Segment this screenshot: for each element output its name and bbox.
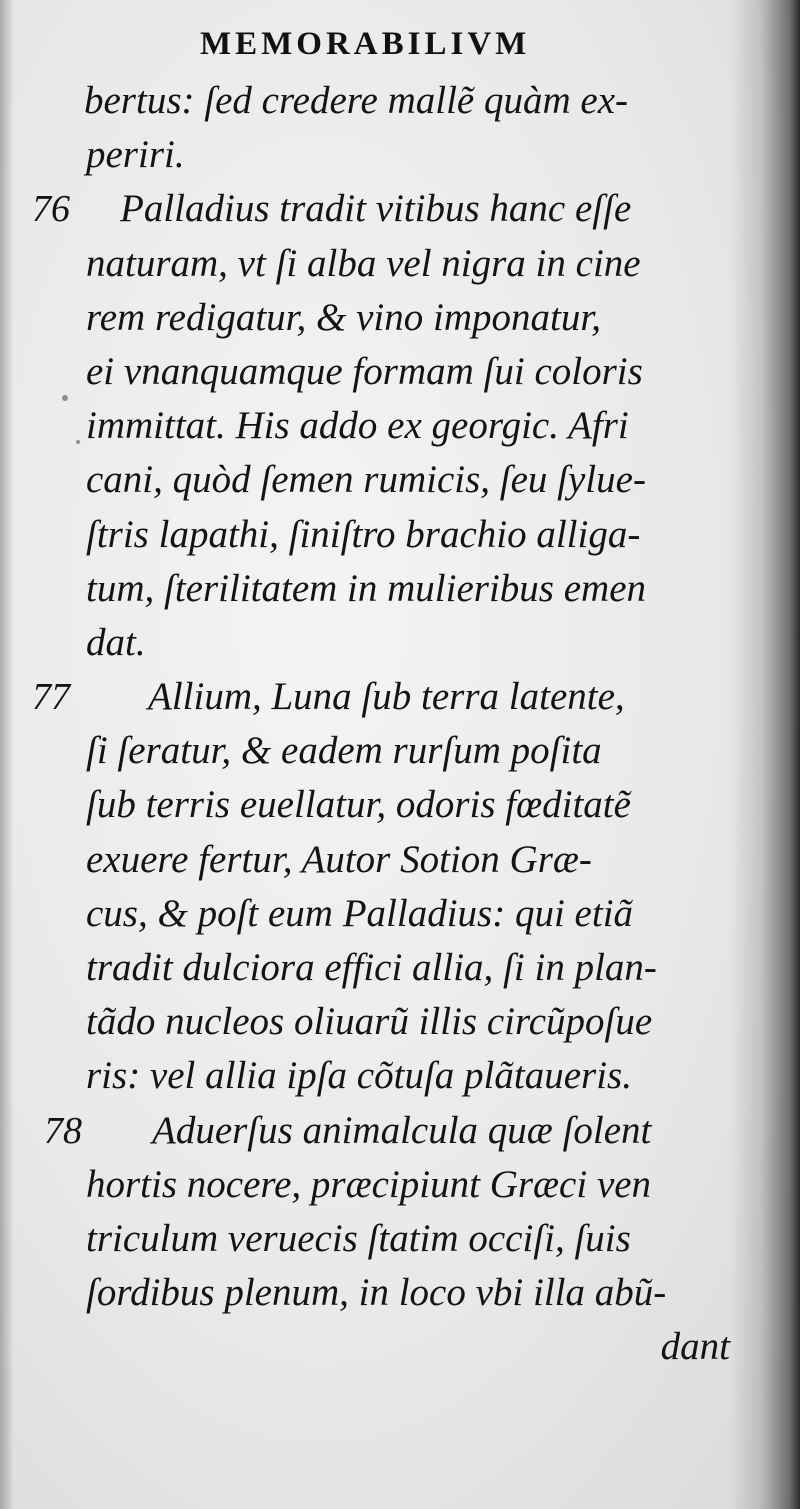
line-text: Palladius tradit vitibus hanc eſſe <box>120 187 632 231</box>
text-line <box>0 237 760 291</box>
text-line <box>0 291 760 345</box>
line-text: Allium, Luna ſub terra latente, <box>148 675 625 719</box>
line-text: naturam, vt ſi alba vel nigra in cine <box>86 241 641 285</box>
text-line <box>0 345 760 399</box>
text-line <box>0 1212 760 1266</box>
text-line <box>0 1049 760 1103</box>
line-text: triculum veruecis ſtatim occiſi, ſuis <box>86 1216 631 1260</box>
line-text: ſordibus plenum, in loco vbi illa abũ- <box>86 1271 667 1315</box>
text-line <box>0 833 760 887</box>
text-line <box>0 399 760 453</box>
section-number: 78 <box>44 1109 82 1152</box>
line-text: periri. <box>86 133 185 177</box>
line-text: ris: vel allia ipſa cõtuſa plãtaueris. <box>86 1054 632 1098</box>
line-text: rem redigatur, & vino imponatur, <box>86 295 601 339</box>
line-text: ſtris lapathi, ſiniſtro brachio alliga- <box>86 512 641 556</box>
text-line <box>0 670 760 724</box>
line-text: ſi ſeratur, & eadem rurſum poſita <box>86 729 602 773</box>
text-line <box>0 778 760 832</box>
text-line <box>0 616 760 670</box>
line-text: ei vnanquamque formam ſui coloris <box>86 349 643 393</box>
text-line <box>0 724 760 778</box>
text-line <box>0 995 760 1049</box>
line-text: dant <box>660 1325 730 1369</box>
line-text: Aduerſus animalcula quæ ſolent <box>152 1108 652 1152</box>
text-line <box>0 1158 760 1212</box>
line-text: tãdo nucleos oliuarũ illis circũpoſue <box>86 1000 653 1044</box>
text-line <box>0 562 760 616</box>
text-line <box>0 508 760 562</box>
text-line <box>0 941 760 995</box>
line-text: dat. <box>86 620 146 664</box>
line-text: immittat. His addo ex georgic. Afri <box>86 404 629 448</box>
line-text: hortis nocere, præcipiunt Græci ven <box>86 1162 652 1206</box>
text-line <box>0 1320 760 1374</box>
line-text: cus, & poſt eum Palladius: qui etiã <box>86 891 634 935</box>
line-text: ſub terris euellatur, odoris fœditatẽ <box>86 783 631 827</box>
text-block <box>0 74 760 1375</box>
running-head: MEMORABILIVM <box>200 26 531 62</box>
line-text: tradit dulciora effici allia, ſi in plan- <box>86 946 657 989</box>
line-text: bertus: ſed credere mallẽ quàm ex- <box>84 79 629 122</box>
ink-speck <box>76 440 80 444</box>
section-number: 76 <box>32 188 70 231</box>
text-line <box>0 1104 760 1158</box>
ink-speck <box>62 395 68 401</box>
text-line <box>0 887 760 941</box>
section-number: 77 <box>32 676 70 719</box>
line-text: tum, ſterilitatem in mulieribus emen <box>86 566 647 610</box>
text-line <box>0 1266 760 1320</box>
line-text: exuere fertur, Autor Sotion Græ- <box>86 837 592 881</box>
text-line <box>0 128 760 182</box>
line-text: cani, quòd ſemen rumicis, ſeu ſylue- <box>86 458 646 502</box>
text-line <box>0 74 760 128</box>
text-line <box>0 453 760 507</box>
text-line <box>0 182 760 236</box>
